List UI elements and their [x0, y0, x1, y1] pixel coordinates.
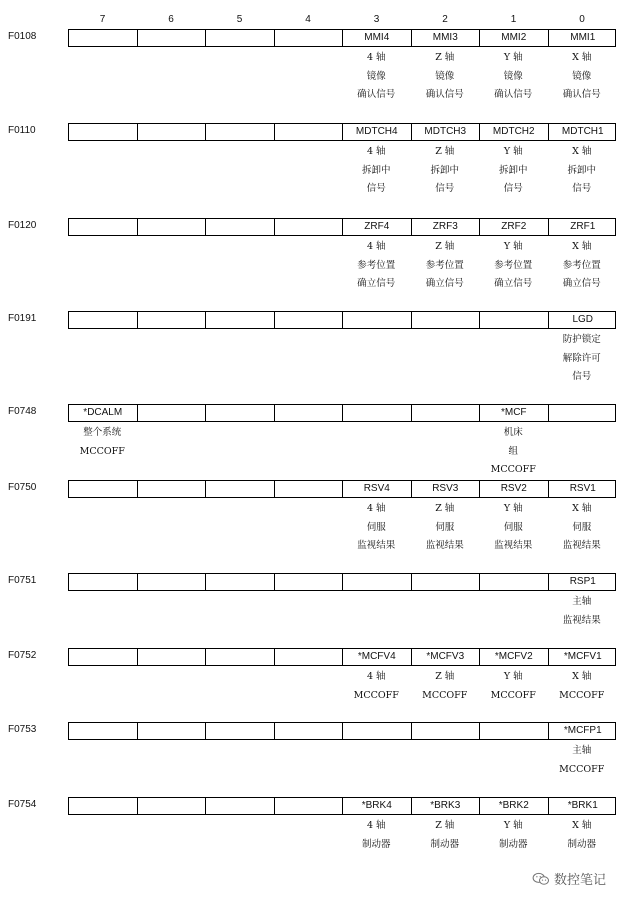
- description-line: 信号: [503, 183, 523, 194]
- bit-header-7: 7: [99, 14, 106, 25]
- bit-cell: *DCALM: [69, 405, 138, 421]
- bit-cell: [138, 405, 207, 421]
- bit-cell: [275, 481, 344, 497]
- description-line: 机床: [503, 427, 523, 438]
- watermark: [532, 869, 606, 888]
- description-line: Z 轴: [435, 503, 455, 514]
- description-line: 组: [508, 445, 518, 457]
- bit-header-0: 0: [579, 14, 585, 25]
- bit-header-2: 2: [442, 14, 448, 25]
- bit-cell: *BRK4: [343, 798, 412, 814]
- description-line: 防护锁定: [562, 334, 601, 345]
- address-label: F0753: [8, 724, 37, 735]
- bit-cell: [343, 405, 412, 421]
- bit-cell: RSV2: [480, 481, 549, 497]
- description-line: 伺服: [435, 521, 455, 533]
- bit-cell: [69, 649, 138, 665]
- bit-description: [548, 593, 617, 630]
- description-line: 参考位置: [562, 259, 601, 271]
- watermark-text: 数控笔记: [553, 872, 606, 887]
- bit-cell: [206, 405, 275, 421]
- bit-cell: *MCFV2: [480, 649, 549, 665]
- bit-cell: [206, 481, 275, 497]
- description-line: 确认信号: [425, 89, 464, 100]
- description-line: 伺服: [366, 521, 386, 533]
- description-line: MCCOFF: [490, 464, 536, 475]
- bit-description: [548, 143, 617, 199]
- description-line: 4 轴: [366, 146, 386, 157]
- description-line: 参考位置: [494, 259, 533, 271]
- description-line: 监视结果: [357, 540, 396, 551]
- description-line: 确立信号: [357, 278, 396, 289]
- address-label: F0752: [8, 650, 37, 661]
- bit-cell: [69, 219, 138, 235]
- description-line: 镜像: [366, 70, 386, 82]
- bit-cell: [275, 124, 344, 140]
- description-line: Y 轴: [503, 503, 523, 514]
- description-line: Z 轴: [435, 146, 455, 157]
- description-line: 主轴: [572, 596, 592, 607]
- bit-cell: [275, 649, 344, 665]
- bit-cell: [412, 312, 481, 328]
- bit-cell: [480, 723, 549, 739]
- bit-box: [68, 404, 616, 422]
- description-line: 解除许可: [562, 352, 601, 364]
- bit-cell: [69, 723, 138, 739]
- bit-box: [68, 797, 616, 815]
- bit-cell: *MCFV1: [563, 651, 602, 662]
- bit-cell: [138, 481, 207, 497]
- bit-cell: [480, 312, 549, 328]
- description-line: Z 轴: [435, 52, 455, 63]
- bit-cell: ZRF2: [480, 219, 549, 235]
- bit-header-1: 1: [510, 14, 517, 25]
- description-line: MCCOFF: [490, 689, 536, 701]
- description-line: MCCOFF: [353, 689, 399, 701]
- description-line: X 轴: [572, 820, 592, 831]
- description-line: 确认信号: [562, 89, 601, 100]
- bit-description: [342, 238, 411, 294]
- description-line: X 轴: [572, 241, 592, 252]
- bit-cell: MDTCH3: [412, 124, 481, 140]
- bit-cell: *MCFV3: [412, 649, 481, 665]
- bit-cell: [412, 405, 481, 421]
- description-line: 信号: [572, 183, 592, 194]
- bit-description: [548, 817, 617, 854]
- description-line: 确立信号: [425, 278, 464, 289]
- bit-cell: LGD: [572, 314, 594, 325]
- description-line: 伺服: [572, 521, 592, 533]
- bit-cell: [69, 124, 138, 140]
- bit-description: [411, 500, 480, 556]
- address-label: F0108: [8, 31, 37, 42]
- bit-description: [411, 49, 480, 105]
- bit-cell: MMI1: [570, 32, 596, 43]
- bit-description: [411, 817, 480, 854]
- bit-cell: [69, 30, 138, 46]
- description-line: 伺服: [503, 521, 523, 533]
- bit-header-4: 4: [305, 14, 311, 25]
- bit-description: [548, 331, 617, 387]
- bit-cell: [138, 574, 207, 590]
- description-line: 确认信号: [494, 89, 533, 100]
- description-line: 4 轴: [366, 671, 386, 682]
- bit-cell: [138, 312, 207, 328]
- bit-cell: [275, 798, 344, 814]
- bit-cell: *BRK1: [567, 800, 598, 811]
- bit-header-5: 5: [236, 14, 243, 25]
- bit-cell: [275, 219, 344, 235]
- bit-cell: [69, 574, 138, 590]
- bit-description: [548, 742, 617, 779]
- bit-description: [548, 49, 617, 105]
- bit-cell: [69, 798, 138, 814]
- address-label: F0120: [8, 220, 37, 231]
- bit-box: [68, 29, 616, 47]
- address-label: F0750: [8, 482, 37, 493]
- description-line: Y 轴: [503, 671, 523, 682]
- bit-cell: [206, 574, 275, 590]
- bit-description: [479, 817, 548, 854]
- bit-cell: [206, 219, 275, 235]
- bit-cell: [138, 124, 207, 140]
- address-label: F0110: [8, 125, 36, 136]
- description-line: X 轴: [572, 146, 592, 157]
- description-line: 镜像: [572, 70, 592, 82]
- description-line: 整个系统: [83, 427, 122, 438]
- bit-cell: [343, 723, 412, 739]
- description-line: 4 轴: [366, 241, 386, 252]
- bit-description: [479, 143, 548, 199]
- bit-cell: MMI4: [343, 30, 412, 46]
- bit-cell: [275, 723, 344, 739]
- bit-cell: [480, 574, 549, 590]
- description-line: 确立信号: [562, 278, 601, 289]
- bit-description: [411, 143, 480, 199]
- bit-box: [68, 480, 616, 498]
- bit-cell: MMI3: [412, 30, 481, 46]
- bit-cell: [206, 649, 275, 665]
- bit-cell: [138, 30, 207, 46]
- bit-cell: MDTCH4: [343, 124, 412, 140]
- bit-cell: MDTCH2: [480, 124, 549, 140]
- description-line: MCCOFF: [559, 689, 605, 701]
- description-line: X 轴: [572, 503, 592, 514]
- bit-description: [342, 143, 411, 199]
- description-line: MCCOFF: [559, 763, 605, 775]
- bit-cell: [343, 574, 412, 590]
- bit-box: [68, 648, 616, 666]
- bit-description: [342, 500, 411, 556]
- bit-cell: [138, 798, 207, 814]
- description-line: Y 轴: [503, 820, 523, 831]
- description-line: X 轴: [572, 52, 592, 63]
- description-line: 镜像: [503, 70, 523, 82]
- bit-cell: [275, 574, 344, 590]
- description-line: 信号: [572, 371, 592, 382]
- bit-description: [548, 238, 617, 294]
- bit-cell: [206, 723, 275, 739]
- bit-cell: [69, 481, 138, 497]
- description-line: 制动器: [430, 838, 459, 850]
- bit-cell: [206, 798, 275, 814]
- description-line: 信号: [435, 183, 455, 194]
- address-label: F0751: [8, 575, 37, 586]
- bit-header-6: 6: [168, 14, 174, 25]
- bit-description: [411, 668, 480, 705]
- description-line: 监视结果: [494, 540, 533, 551]
- bit-cell: RSV1: [569, 483, 596, 494]
- description-line: 监视结果: [425, 540, 464, 551]
- description-line: 镜像: [435, 70, 455, 82]
- bit-description: [342, 668, 411, 705]
- bit-cell: [206, 30, 275, 46]
- bit-cell: [275, 405, 344, 421]
- bit-cell: [138, 219, 207, 235]
- bit-cell: [343, 312, 412, 328]
- bit-cell: *BRK3: [412, 798, 481, 814]
- bit-header-3: 3: [373, 14, 380, 25]
- address-label: F0191: [8, 313, 37, 324]
- bit-cell: RSP1: [569, 576, 596, 587]
- bit-box: [68, 311, 616, 329]
- address-label: F0754: [8, 799, 37, 810]
- bit-description: [342, 49, 411, 105]
- bit-description: [479, 238, 548, 294]
- bit-cell: RSV4: [343, 481, 412, 497]
- description-line: Z 轴: [435, 241, 455, 252]
- description-line: 拆卸中: [430, 164, 459, 176]
- bit-box: [68, 123, 616, 141]
- description-line: 拆卸中: [498, 164, 528, 176]
- description-line: Z 轴: [435, 671, 455, 682]
- description-line: 制动器: [567, 838, 596, 850]
- bit-cell: *BRK2: [480, 798, 549, 814]
- bit-description: [479, 424, 548, 480]
- bit-description: [548, 668, 617, 705]
- bit-cell: [412, 574, 481, 590]
- description-line: 4 轴: [366, 503, 386, 514]
- bit-description: [411, 238, 480, 294]
- description-line: 信号: [366, 183, 386, 194]
- description-line: 4 轴: [366, 820, 386, 831]
- bit-description: [68, 424, 137, 461]
- bit-cell: ZRF3: [412, 219, 481, 235]
- bit-cell: ZRF4: [343, 219, 412, 235]
- description-line: 拆卸中: [567, 164, 596, 176]
- bit-box: [68, 573, 616, 591]
- bit-cell: *MCFV4: [343, 649, 412, 665]
- description-line: MCCOFF: [79, 445, 125, 457]
- description-line: 确认信号: [357, 89, 396, 100]
- bit-box: [68, 722, 616, 740]
- description-line: 参考位置: [357, 259, 396, 271]
- bit-cell: [206, 312, 275, 328]
- description-line: Z 轴: [435, 820, 455, 831]
- bit-cell: [549, 405, 618, 421]
- description-line: 主轴: [572, 745, 592, 756]
- address-label: F0748: [8, 406, 37, 417]
- wechat-icon: [532, 872, 550, 886]
- bit-cell: [69, 312, 138, 328]
- description-line: 拆卸中: [361, 164, 391, 176]
- description-line: Y 轴: [503, 241, 523, 252]
- bit-cell: *MCF: [480, 405, 549, 421]
- bit-cell: [275, 312, 344, 328]
- bit-cell: [138, 723, 207, 739]
- bit-cell: ZRF1: [570, 221, 596, 232]
- description-line: 4 轴: [366, 52, 386, 63]
- description-line: 监视结果: [562, 540, 601, 551]
- description-line: 确立信号: [494, 278, 533, 289]
- bit-description: [479, 668, 548, 705]
- description-line: MCCOFF: [422, 689, 468, 701]
- bit-cell: MMI2: [480, 30, 549, 46]
- description-line: Y 轴: [503, 52, 523, 63]
- description-line: 监视结果: [562, 614, 601, 626]
- bit-box: [68, 218, 616, 236]
- bit-cell: [275, 30, 344, 46]
- description-line: X 轴: [572, 671, 592, 682]
- description-line: 制动器: [498, 838, 528, 850]
- bit-cell: [206, 124, 275, 140]
- description-line: 参考位置: [425, 259, 464, 271]
- bit-cell: MDTCH1: [561, 126, 604, 137]
- description-line: 制动器: [361, 838, 391, 850]
- bit-description: [479, 500, 548, 556]
- bit-description: [548, 500, 617, 556]
- bit-cell: *MCFP1: [563, 725, 602, 736]
- bit-description: [479, 49, 548, 105]
- bit-description: [342, 817, 411, 854]
- description-line: Y 轴: [503, 146, 523, 157]
- bit-cell: RSV3: [412, 481, 481, 497]
- bit-cell: [412, 723, 481, 739]
- bit-cell: [138, 649, 207, 665]
